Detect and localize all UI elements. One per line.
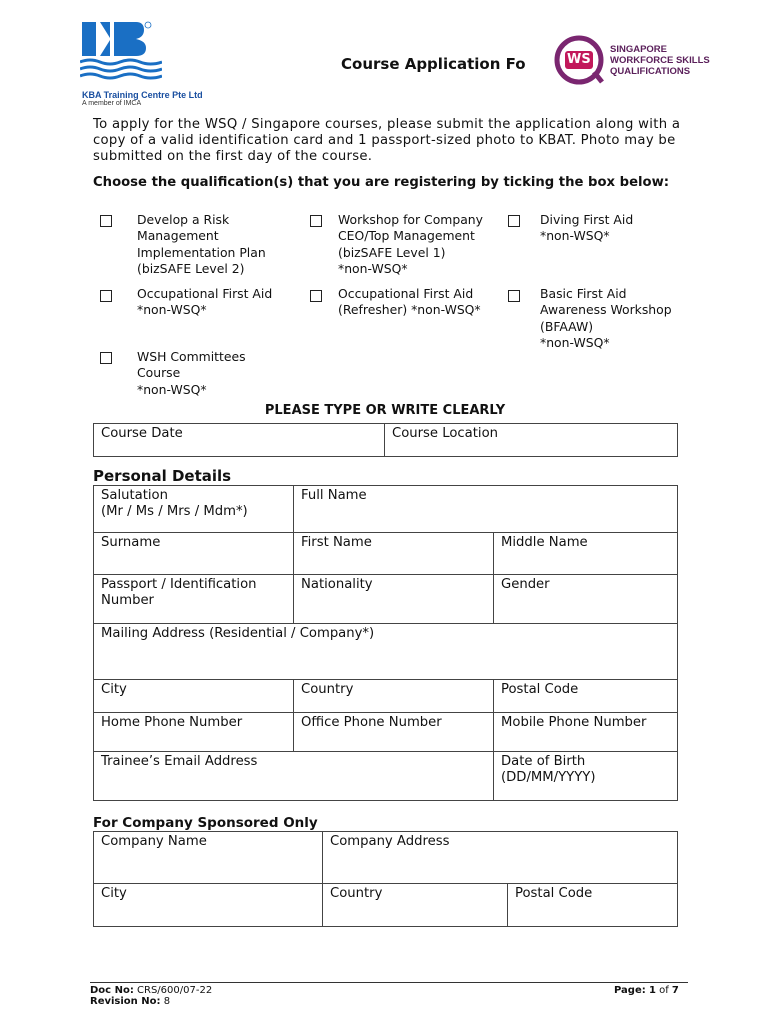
member-text: A member of IMCA — [82, 100, 142, 107]
surname-label: Surname — [101, 535, 161, 550]
personal-details-heading: Personal Details — [93, 467, 232, 485]
middle-name-label: Middle Name — [501, 535, 588, 550]
course-table — [93, 423, 678, 457]
passport-field[interactable] — [94, 575, 294, 624]
office-phone-label: Office Phone Number — [301, 715, 442, 730]
home-phone-label: Home Phone Number — [101, 715, 243, 730]
personal-details-table — [93, 485, 678, 801]
page-indicator — [614, 985, 679, 996]
page-of: of — [659, 985, 669, 996]
company-table — [93, 831, 678, 927]
company-sponsored-heading: For Company Sponsored Only — [93, 815, 318, 831]
country-field[interactable] — [294, 680, 494, 713]
qualification-ceo-workshop — [338, 212, 483, 277]
home-phone-field[interactable] — [94, 713, 294, 752]
company-address-field[interactable] — [323, 832, 678, 884]
page-total: 7 — [671, 985, 679, 996]
company-name: KBA Training Centre Pte Ltd — [82, 90, 203, 100]
doc-number — [90, 985, 212, 996]
q-line: Implementation Plan — [137, 244, 266, 260]
qualification-wsh-committees — [137, 349, 246, 398]
dob-format: (DD/MM/YYYY) — [501, 770, 596, 785]
course-date-label: Course Date — [101, 426, 183, 441]
ws-text-line3: QUALIFICATIONS — [610, 66, 691, 77]
q-line: (bizSAFE Level 2) — [137, 260, 245, 276]
qualification-occupational-first-aid — [137, 286, 272, 319]
full-name-field[interactable] — [294, 486, 678, 533]
q-line: CEO/Top Management — [338, 228, 475, 244]
company-name-label: Company Name — [101, 834, 207, 849]
doc-no-value: CRS/600/07-22 — [137, 985, 213, 996]
course-location-label: Course Location — [392, 426, 499, 441]
please-type-heading: PLEASE TYPE OR WRITE CLEARLY — [264, 403, 506, 418]
q-line: (Refresher) *non-WSQ* — [338, 302, 481, 318]
full-name-label: Full Name — [301, 488, 367, 503]
qualification-diving-first-aid — [540, 212, 633, 245]
city-field[interactable] — [94, 680, 294, 713]
footer-divider — [90, 982, 688, 983]
course-location-field[interactable] — [385, 424, 678, 457]
dob-field[interactable] — [494, 752, 678, 801]
qualification-risk-management — [137, 212, 266, 277]
ws-letters: WS — [567, 52, 591, 67]
page-label: Page: — [614, 985, 646, 996]
q-line: Occupational First Aid — [137, 286, 273, 301]
mailing-address-label: Mailing Address (Residential / Company*) — [101, 626, 375, 641]
nationality-field[interactable] — [294, 575, 494, 624]
course-date-field[interactable] — [94, 424, 385, 457]
revision-number — [90, 996, 170, 1007]
q-line: Occupational First Aid — [338, 286, 474, 301]
qualification-basic-first-aid — [540, 286, 672, 351]
nationality-label: Nationality — [301, 577, 373, 592]
first-name-label: First Name — [301, 535, 372, 550]
middle-name-field[interactable] — [494, 533, 678, 575]
qualification-ofa-refresher — [338, 286, 481, 319]
gender-field[interactable] — [494, 575, 678, 624]
email-label: Trainee’s Email Address — [101, 754, 258, 769]
company-postal-code-field[interactable] — [508, 884, 678, 927]
q-line: (bizSAFE Level 1) — [338, 244, 446, 260]
q-line: Basic First Aid — [540, 286, 627, 301]
q-line: *non-WSQ* — [137, 381, 207, 397]
checkbox-risk-management[interactable] — [100, 215, 112, 227]
q-line: Diving First Aid — [540, 212, 634, 227]
checkbox-ceo-workshop[interactable] — [310, 215, 322, 227]
postal-code-label: Postal Code — [501, 682, 579, 697]
mobile-phone-label: Mobile Phone Number — [501, 715, 647, 730]
q-line: *non-WSQ* — [540, 334, 610, 350]
salutation-label: Salutation — [101, 488, 168, 503]
mobile-phone-field[interactable] — [494, 713, 678, 752]
company-city-field[interactable] — [94, 884, 323, 927]
checkbox-ofa-refresher[interactable] — [310, 290, 322, 302]
kba-logo — [80, 20, 162, 82]
salutation-options: (Mr / Ms / Mrs / Mdm*) — [101, 504, 248, 519]
checkbox-basic-first-aid[interactable] — [508, 290, 520, 302]
company-postal-code-label: Postal Code — [515, 886, 593, 901]
q-line: *non-WSQ* — [338, 260, 408, 276]
q-line: Develop a Risk — [137, 212, 230, 227]
q-line: Workshop for Company — [338, 212, 483, 227]
intro-text: To apply for the WSQ / Singapore courses, please submit the application along with a copy of a valid identification card and 1 passport-sized photo to KBAT. Photo may be submitted on the first day of the course. — [93, 117, 681, 164]
checkbox-diving-first-aid[interactable] — [508, 215, 520, 227]
first-name-field[interactable] — [294, 533, 494, 575]
email-field[interactable] — [94, 752, 494, 801]
q-line: Course — [137, 365, 181, 381]
gender-label: Gender — [501, 577, 550, 592]
surname-field[interactable] — [94, 533, 294, 575]
dob-label: Date of Birth — [501, 754, 586, 769]
form-title: Course Application Fo — [341, 55, 526, 73]
revision-label: Revision No: — [90, 996, 161, 1007]
revision-value: 8 — [163, 996, 171, 1007]
ws-text-line1: SINGAPORE — [610, 44, 668, 55]
q-line: *non-WSQ* — [137, 302, 207, 318]
checkbox-wsh-committees[interactable] — [100, 352, 112, 364]
salutation-field[interactable] — [94, 486, 294, 533]
office-phone-field[interactable] — [294, 713, 494, 752]
q-line: Management — [137, 228, 219, 244]
company-address-label: Company Address — [330, 834, 450, 849]
country-label: Country — [301, 682, 354, 697]
choose-instruction: Choose the qualification(s) that you are registering by ticking the box below: — [93, 175, 670, 190]
passport-label-2: Number — [101, 593, 154, 608]
company-name-field[interactable] — [94, 832, 323, 884]
q-line: Awareness Workshop — [540, 302, 672, 318]
mailing-address-field[interactable] — [94, 624, 678, 680]
city-label: City — [101, 682, 127, 697]
postal-code-field[interactable] — [494, 680, 678, 713]
doc-no-label: Doc No: — [90, 985, 134, 996]
q-line: *non-WSQ* — [540, 228, 610, 244]
passport-label: Passport / Identification — [101, 577, 257, 592]
company-country-label: Country — [330, 886, 383, 901]
wsq-logo — [552, 34, 712, 90]
ws-text-line2: WORKFORCE SKILLS — [610, 55, 710, 66]
checkbox-occupational-first-aid[interactable] — [100, 290, 112, 302]
page-current: 1 — [648, 985, 656, 996]
company-country-field[interactable] — [323, 884, 508, 927]
company-city-label: City — [101, 886, 127, 901]
q-line: (BFAAW) — [540, 318, 594, 334]
q-line: WSH Committees — [137, 349, 246, 364]
